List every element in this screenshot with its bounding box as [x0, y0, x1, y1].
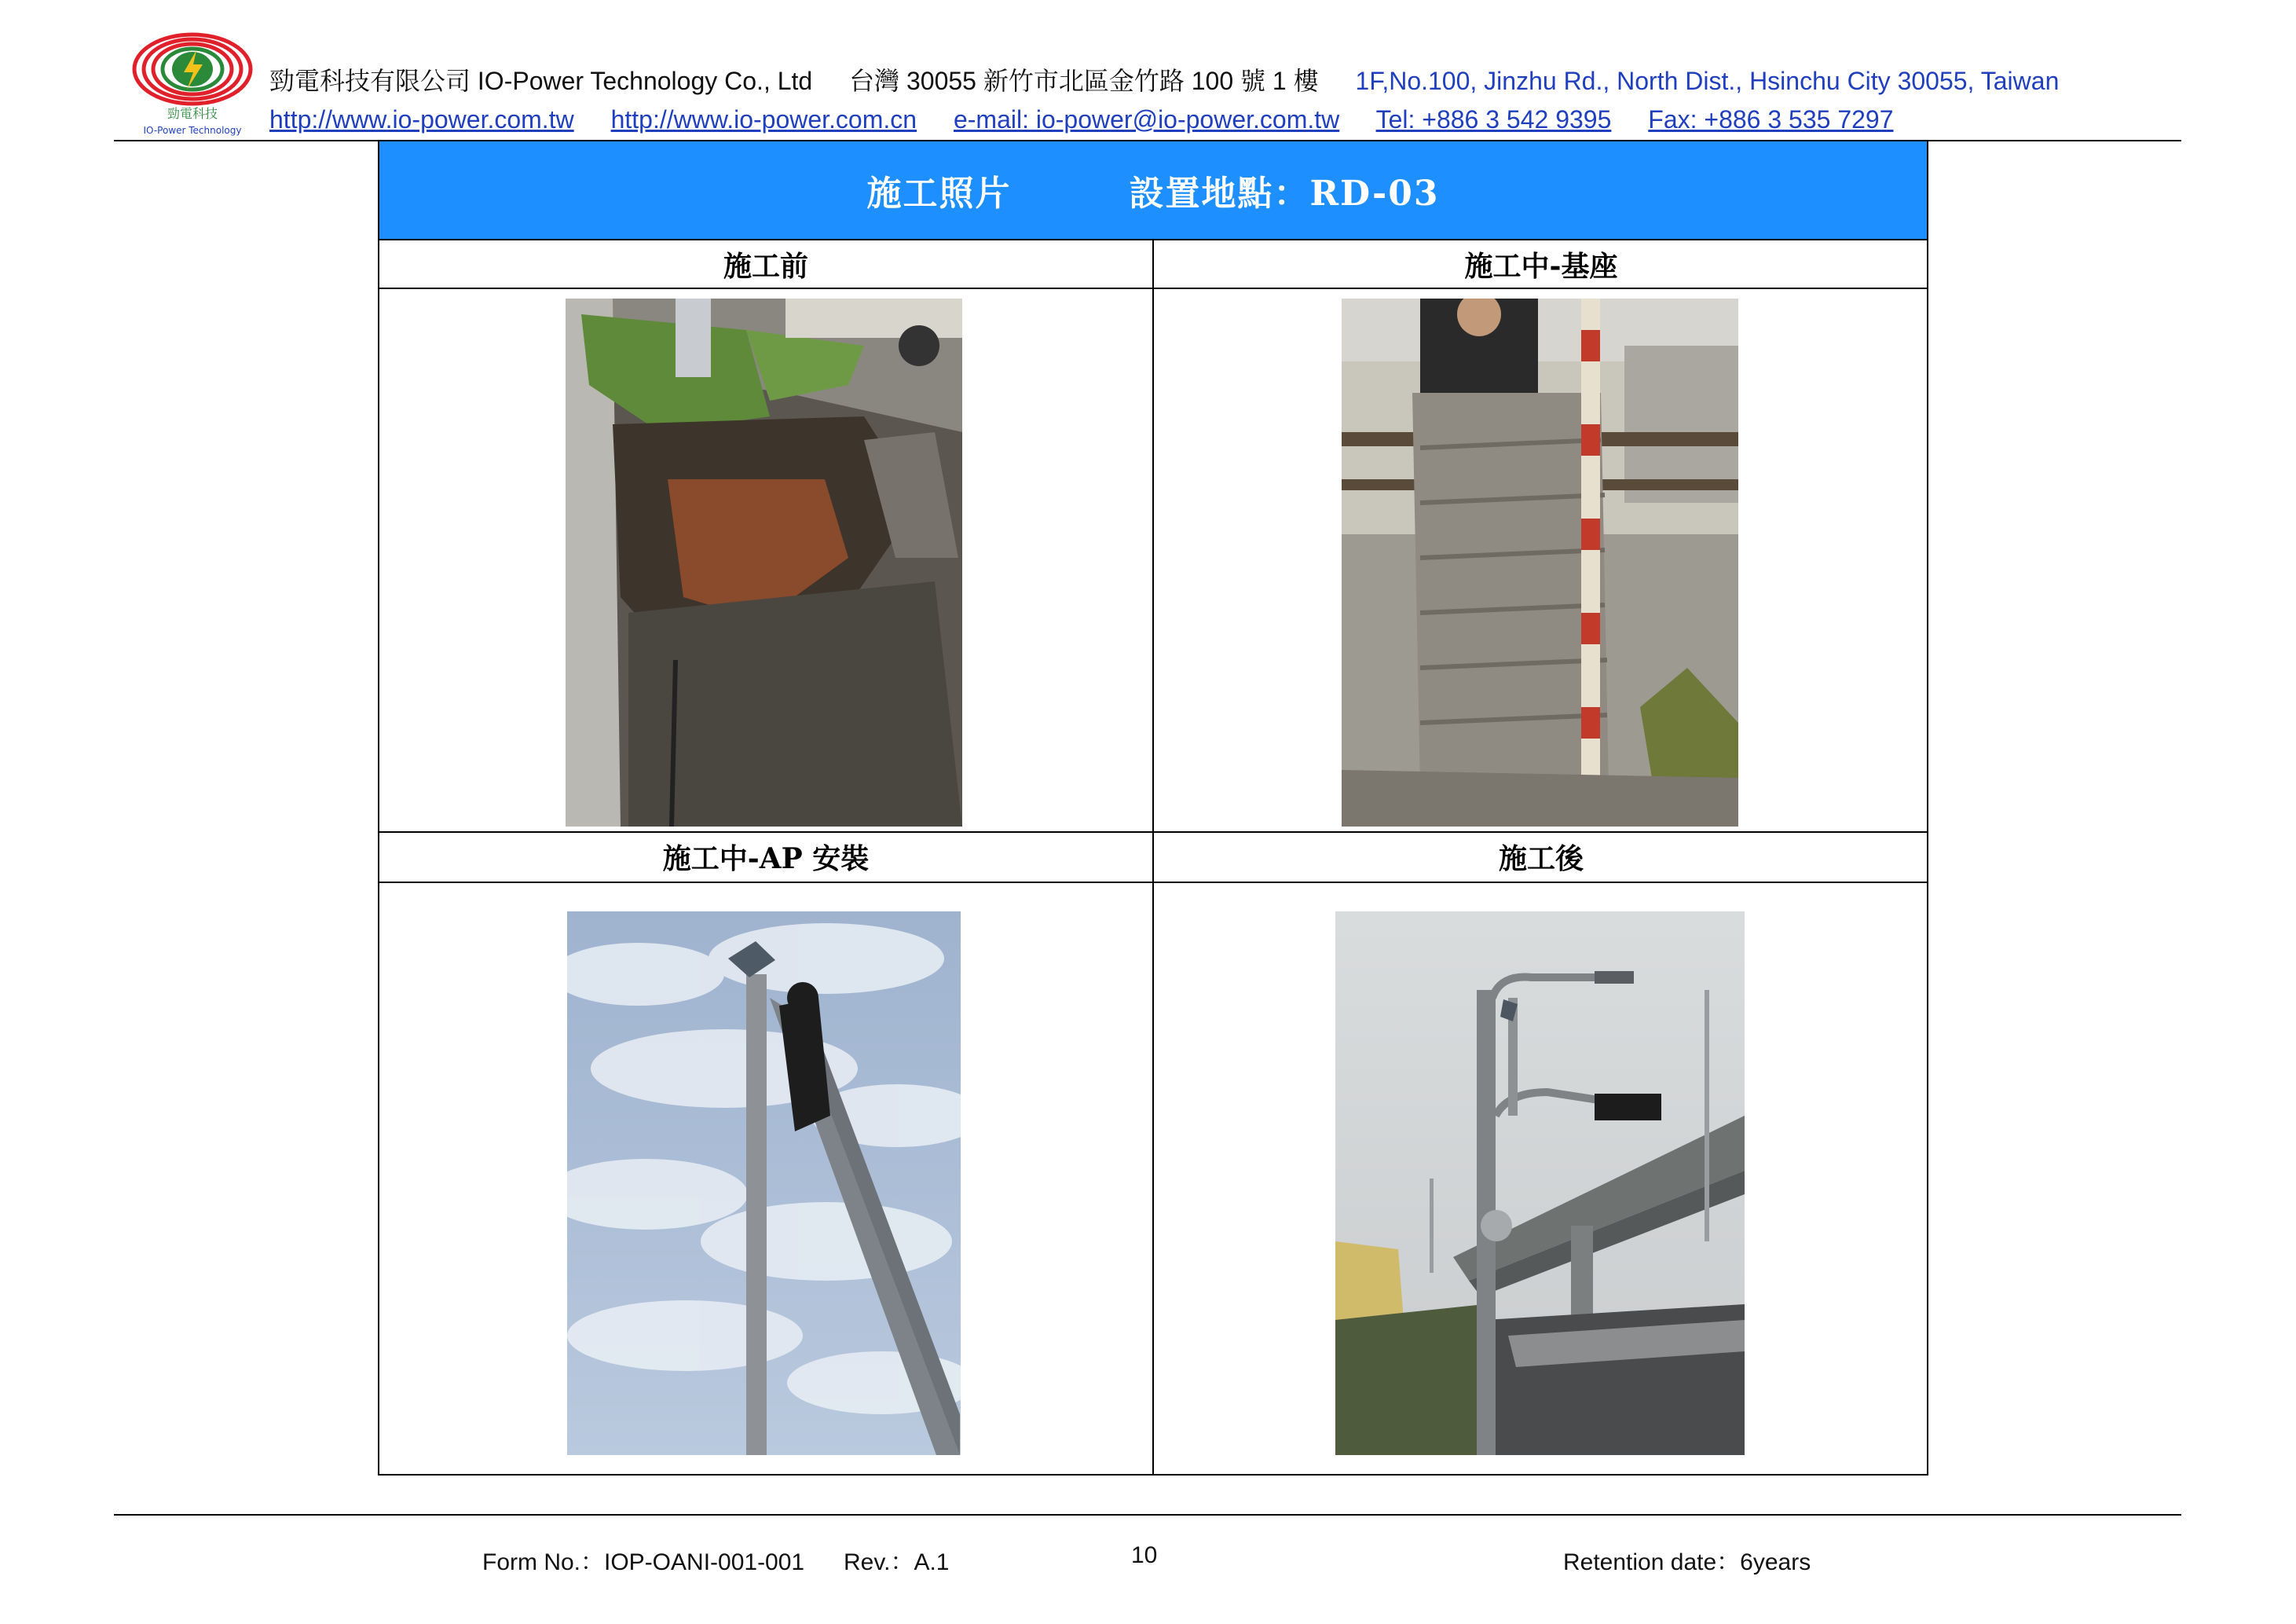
- logo-text-zh: 勁電科技: [167, 106, 218, 121]
- page-number: 10: [1131, 1542, 1158, 1568]
- company-info-line: [269, 61, 2059, 97]
- company-name-zh: 勁電科技有限公司: [269, 67, 471, 95]
- row-divider: [379, 882, 1927, 883]
- revision: Rev.：A.1: [844, 1549, 950, 1575]
- construction-photo-table: [378, 140, 1928, 1476]
- footer-divider: [114, 1514, 2181, 1516]
- tel-text: Tel: +886 3 542 9395: [1375, 105, 1612, 134]
- address-zh: 台灣 30055 新竹市北區金竹路 100 號 1 樓: [849, 67, 1319, 95]
- website-cn-link[interactable]: http://www.io-power.com.cn: [610, 105, 917, 134]
- table-banner: [379, 141, 1927, 240]
- logo-text-en: IO-Power Technology: [143, 125, 242, 136]
- website-tw-link[interactable]: http://www.io-power.com.tw: [269, 105, 574, 134]
- caption-foundation: 施工中-基座: [1464, 249, 1618, 283]
- fax-text: Fax: +886 3 535 7297: [1648, 105, 1894, 134]
- banner-title: 施工照片: [866, 174, 1012, 214]
- foundation-construction-photo: [1342, 299, 1738, 827]
- contact-info-line: [269, 105, 1894, 134]
- address-en: 1F,No.100, Jinzhu Rd., North Dist., Hsinchu City 30055, Taiwan: [1355, 67, 2060, 95]
- company-logo: [126, 28, 259, 138]
- company-name-en: IO-Power Technology Co., Ltd: [477, 67, 813, 95]
- form-number: Form No.：IOP-OANI-001-001: [482, 1549, 805, 1575]
- ap-installation-photo: [567, 911, 961, 1455]
- caption-before: 施工前: [723, 249, 808, 283]
- after-construction-photo: [1335, 911, 1745, 1455]
- banner-location: 設置地點：RD-03: [1129, 174, 1440, 214]
- before-construction-photo: [566, 299, 962, 827]
- retention-date: Retention date：6years: [1563, 1549, 1811, 1575]
- row-divider: [379, 288, 1927, 289]
- caption-after: 施工後: [1498, 841, 1584, 875]
- caption-ap-install: 施工中-AP 安裝: [662, 841, 870, 875]
- email-link[interactable]: e-mail: io-power@io-power.com.tw: [953, 105, 1340, 134]
